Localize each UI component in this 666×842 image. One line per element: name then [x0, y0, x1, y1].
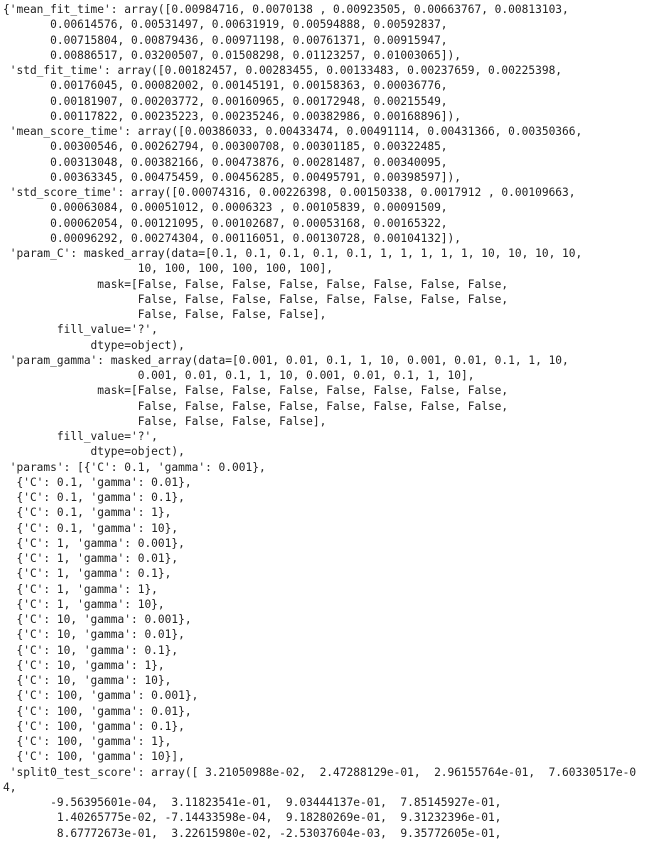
- output-line: {'C': 0.1, 'gamma': 0.1},: [3, 491, 185, 504]
- output-line: {'C': 100, 'gamma': 0.001},: [3, 689, 199, 703]
- output-line: dtype=object),: [3, 445, 185, 459]
- output-line: 0.00614576, 0.00531497, 0.00631919, 0.00594888, 0.00592837,: [3, 18, 448, 32]
- output-line: False, False, False, False, False, False, False, False,: [3, 399, 509, 413]
- output-line: {'C': 10, 'gamma': 0.001},: [3, 613, 192, 626]
- output-line: 'param_C': masked_array(data=[0.1, 0.1, 0.1, 0.1, 0.1, 1, 1, 1, 1, 1, 10, 10, 10, 10,: [3, 247, 583, 260]
- output-line: {'C': 1, 'gamma': 0.01},: [3, 552, 179, 565]
- output-line: 0.00313048, 0.00382166, 0.00473876, 0.00281487, 0.00340095,: [3, 155, 448, 169]
- output-line: 'std_fit_time': array([0.00182457, 0.00283455, 0.00133483, 0.00237659, 0.00225398,: [3, 64, 563, 77]
- output-line: {'C': 0.1, 'gamma': 0.01},: [3, 475, 192, 489]
- output-line: 4,: [3, 780, 17, 794]
- output-line: 0.00300546, 0.00262794, 0.00300708, 0.00301185, 0.00322485,: [3, 140, 448, 154]
- output-line: 1.40265775e-02, -7.14433598e-04, 9.18280269e-01, 9.31232396e-01,: [3, 811, 502, 825]
- output-line: 0.00063084, 0.00051012, 0.0006323 , 0.00105839, 0.00091509,: [3, 201, 448, 215]
- output-line: 0.00176045, 0.00082002, 0.00145191, 0.00158363, 0.00036776,: [3, 79, 448, 93]
- output-line: 0.00181907, 0.00203772, 0.00160965, 0.00172948, 0.00215549,: [3, 94, 448, 108]
- console-output: [3, 2, 666, 842]
- output-line: 8.67772673e-01, 3.22615980e-02, -2.53037604e-03, 9.35772605e-01,: [3, 826, 502, 840]
- output-line: fill_value='?',: [3, 323, 158, 337]
- output-line: {'C': 0.1, 'gamma': 1},: [3, 506, 172, 520]
- output-line: 'params': [{'C': 0.1, 'gamma': 0.001},: [3, 460, 266, 474]
- output-line: mask=[False, False, False, False, False, False, False, False,: [3, 277, 509, 291]
- output-line: {'C': 100, 'gamma': 0.01},: [3, 704, 192, 718]
- output-line: 'mean_score_time': array([0.00386033, 0.00433474, 0.00491114, 0.00431366, 0.00350366,: [3, 125, 583, 138]
- output-line: 0.00117822, 0.00235223, 0.00235246, 0.00382986, 0.00168896]),: [3, 109, 462, 123]
- output-line: 0.001, 0.01, 0.1, 1, 10, 0.001, 0.01, 0.1, 1, 10],: [3, 369, 475, 382]
- output-line: {'C': 100, 'gamma': 1},: [3, 735, 172, 748]
- output-line: {'C': 0.1, 'gamma': 10},: [3, 521, 179, 535]
- output-line: 'param_gamma': masked_array(data=[0.001, 0.01, 0.1, 1, 10, 0.001, 0.01, 0.1, 1, 10,: [3, 353, 569, 367]
- output-line: False, False, False, False],: [3, 308, 327, 321]
- output-line: {'C': 10, 'gamma': 10},: [3, 674, 172, 687]
- output-line: {'C': 100, 'gamma': 10}],: [3, 750, 185, 764]
- output-line: {'C': 10, 'gamma': 0.01},: [3, 628, 185, 642]
- output-line: False, False, False, False],: [3, 414, 327, 428]
- output-line: False, False, False, False, False, False, False, False,: [3, 292, 509, 306]
- output-line: 0.00062054, 0.00121095, 0.00102687, 0.00053168, 0.00165322,: [3, 216, 448, 230]
- output-line: 0.00715804, 0.00879436, 0.00971198, 0.00761371, 0.00915947,: [3, 33, 448, 47]
- output-line: {'C': 1, 'gamma': 10},: [3, 597, 165, 611]
- output-line: 0.00363345, 0.00475459, 0.00456285, 0.00495791, 0.00398597]),: [3, 170, 462, 184]
- output-line: 0.00096292, 0.00274304, 0.00116051, 0.00130728, 0.00104132]),: [3, 231, 462, 245]
- output-line: -9.56395601e-04, 3.11823541e-01, 9.03444137e-01, 7.85145927e-01,: [3, 796, 502, 809]
- output-line: 0.00886517, 0.03200507, 0.01508298, 0.01123257, 0.01003065]),: [3, 48, 462, 62]
- output-line: dtype=object),: [3, 338, 185, 352]
- output-line: {'C': 10, 'gamma': 1},: [3, 658, 165, 672]
- output-line: {'C': 1, 'gamma': 0.001},: [3, 536, 185, 550]
- output-line: 10, 100, 100, 100, 100, 100],: [3, 262, 334, 276]
- output-line: mask=[False, False, False, False, False, False, False, False,: [3, 384, 509, 398]
- output-line: 'std_score_time': array([0.00074316, 0.00226398, 0.00150338, 0.0017912 , 0.00109663,: [3, 186, 576, 199]
- output-line: {'C': 1, 'gamma': 1},: [3, 582, 158, 596]
- output-line: fill_value='?',: [3, 430, 158, 443]
- output-line: {'C': 100, 'gamma': 0.1},: [3, 719, 185, 733]
- output-line: {'C': 10, 'gamma': 0.1},: [3, 643, 179, 657]
- output-line: {'C': 1, 'gamma': 0.1},: [3, 567, 172, 581]
- output-line: 'split0_test_score': array([ 3.21050988e-02, 2.47288129e-01, 2.96155764e-01, 7.60330517e-0: [3, 765, 637, 779]
- output-line: {'mean_fit_time': array([0.00984716, 0.0070138 , 0.00923505, 0.00663767, 0.00813103,: [3, 3, 569, 16]
